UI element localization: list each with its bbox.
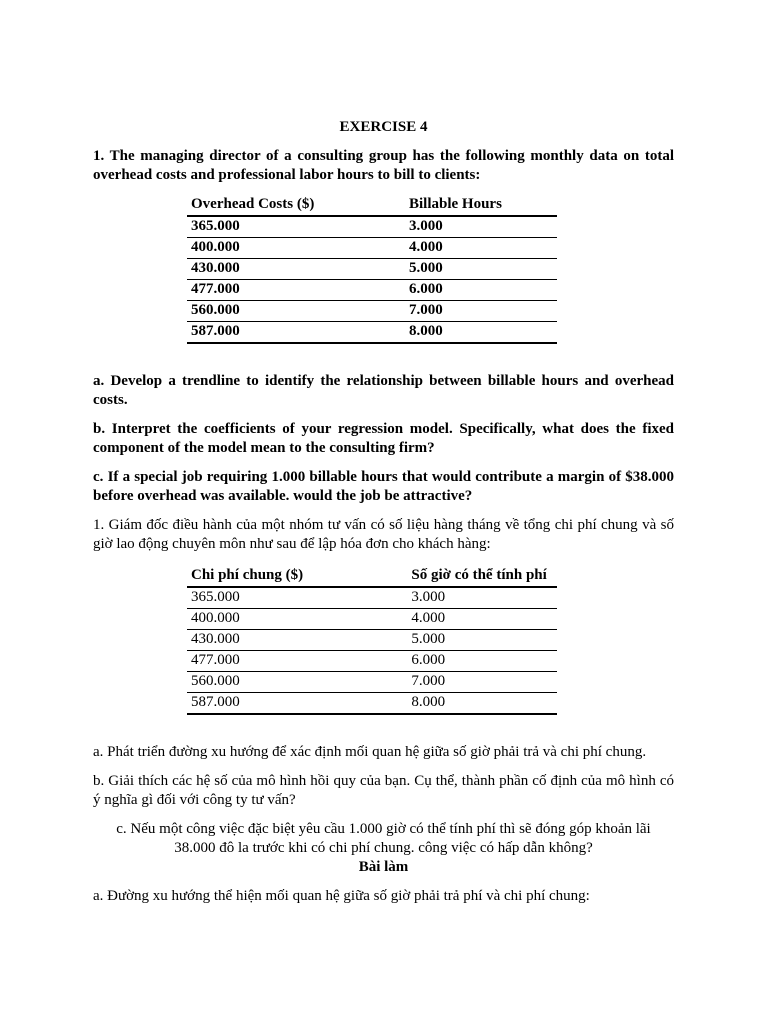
table-row [187,609,557,630]
part-b-vi: b. Giải thích các hệ số của mô hình hồi quy của bạn. Cụ thể, thành phần cố định của mô hình có ý nghĩa gì đối với công ty tư vấn? [93,773,674,808]
table-cell: 477.000 [187,280,405,301]
table-cell: 8.000 [407,693,557,715]
table-cell: 560.000 [187,301,405,322]
table-row [187,259,557,280]
table-cell: 4.000 [407,609,557,630]
table-header-cell: Chi phí chung ($) [187,566,407,587]
table-cell: 400.000 [187,238,405,259]
table-cell: 400.000 [187,609,407,630]
part-b-en: b. Interpret the coefficients of your regression model. Specifically, what does the fixed component of the model mean to the consulting firm? [93,421,674,456]
table-cell: 6.000 [405,280,557,301]
table-en [187,195,557,344]
table-vi [187,566,557,715]
question-vi: 1. Giám đốc điều hành của một nhóm tư vấn có số liệu hàng tháng về tổng chi phí chung và số giờ lao động chuyên môn như sau để lập hóa đơn cho khách hàng: [93,517,674,552]
table-cell: 587.000 [187,322,405,344]
table-row [187,630,557,651]
table-row [187,587,557,609]
spacer [93,344,674,372]
table-cell: 430.000 [187,630,407,651]
solution-a: a. Đường xu hướng thể hiện mối quan hệ giữa số giờ phải trả phí và chi phí chung: [93,888,590,904]
table-cell: 430.000 [187,259,405,280]
part-c-en: c. If a special job requiring 1.000 billable hours that would contribute a margin of $38.000 before overhead was available. would the job be attractive? [93,469,674,504]
part-c-vi: c. Nếu một công việc đặc biệt yêu cầu 1.000 giờ có thể tính phí thì sẽ đóng góp khoản lãi 38.000 đô la trước khi có chi phí chung. công việc có hấp dẫn không? [116,821,651,856]
table-row [187,651,557,672]
part-a-vi: a. Phát triển đường xu hướng để xác định mối quan hệ giữa số giờ phải trả và chi phí chung. [93,744,647,760]
table-cell: 365.000 [187,587,407,609]
table-cell: 6.000 [407,651,557,672]
table-row [187,301,557,322]
table-header-row [187,195,557,216]
table-cell: 7.000 [407,672,557,693]
question-en: 1. The managing director of a consulting group has the following monthly data on total overhead costs and professional labor hours to bill to clients: [93,148,674,183]
table-cell: 3.000 [407,587,557,609]
table-row [187,238,557,259]
spacer [93,715,674,743]
table-row [187,216,557,238]
document-content [93,118,674,906]
table-row [187,322,557,344]
table-cell: 587.000 [187,693,407,715]
table-row [187,672,557,693]
table-header-cell: Billable Hours [405,195,557,216]
table-cell: 365.000 [187,216,405,238]
table-header-cell: Overhead Costs ($) [187,195,405,216]
table-header-row [187,566,557,587]
table-cell: 560.000 [187,672,407,693]
exercise-title: EXERCISE 4 [339,119,428,135]
table-cell: 477.000 [187,651,407,672]
table-cell: 7.000 [405,301,557,322]
solution-heading: Bài làm [358,859,409,875]
table-cell: 5.000 [405,259,557,280]
table-row [187,280,557,301]
table-cell: 8.000 [405,322,557,344]
table-cell: 5.000 [407,630,557,651]
table-cell: 3.000 [405,216,557,238]
part-a-en: a. Develop a trendline to identify the relationship between billable hours and overhead costs. [93,373,674,408]
table-header-cell: Số giờ có thể tính phí [407,566,557,587]
table-cell: 4.000 [405,238,557,259]
table-row [187,693,557,715]
